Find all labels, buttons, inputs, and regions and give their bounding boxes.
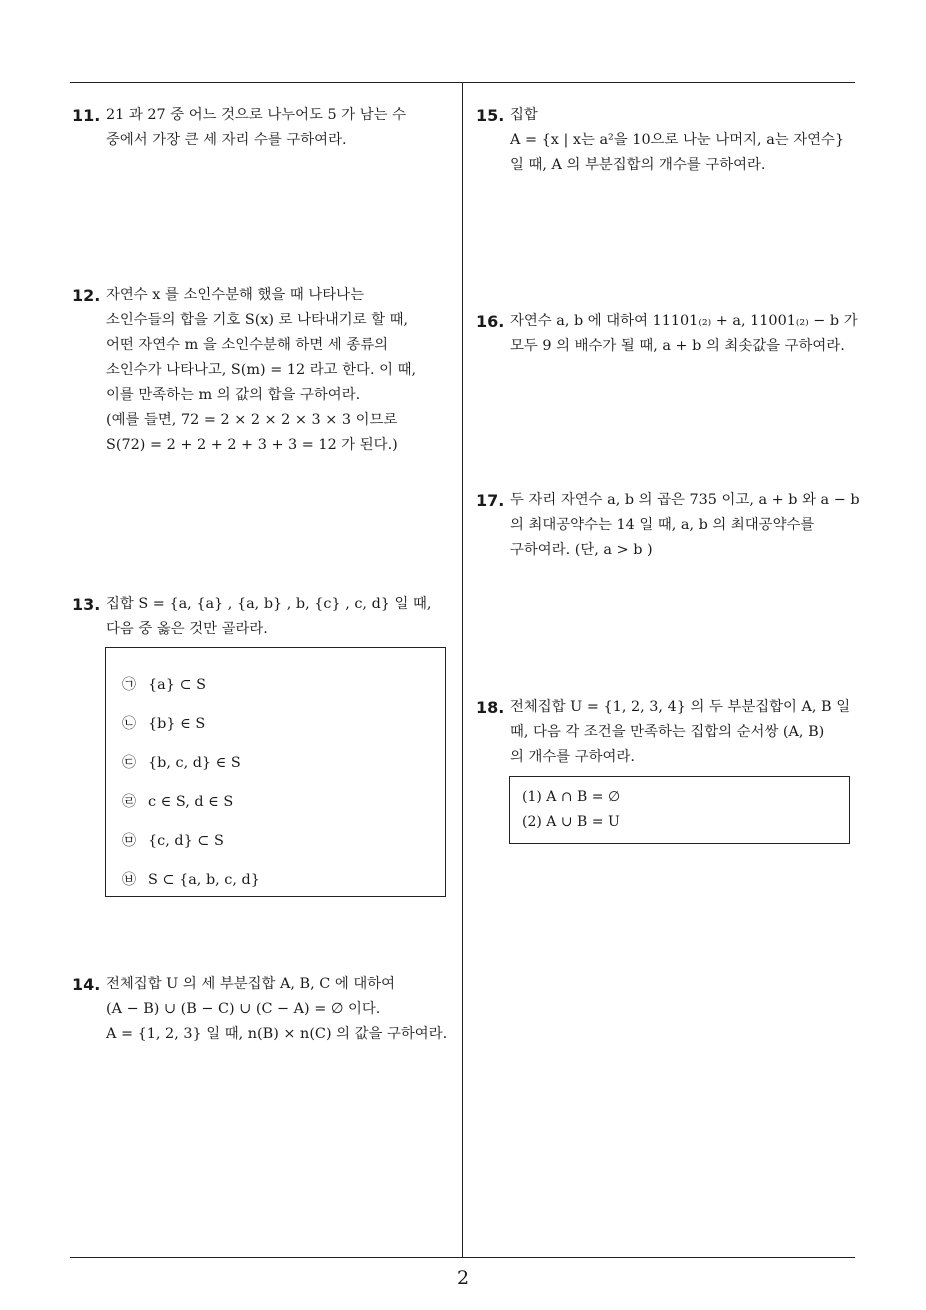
problem-line: 소인수가 나타나고, S(m) = 12 라고 한다. 이 때, [106, 362, 417, 378]
choices-box [105, 647, 446, 897]
condition-1: (1) A ∩ B = ∅ [522, 789, 621, 805]
problem-text [510, 695, 856, 770]
problem-line: 일 때, A 의 부분집합의 개수를 구하여라. [510, 157, 766, 173]
problem-number: 11. [72, 106, 101, 125]
problem-text [510, 103, 856, 178]
problem-line: 구하여라. (단, a > b ) [510, 542, 653, 558]
problem-text [106, 103, 452, 153]
page-number: 2 [456, 1267, 470, 1289]
choice-text: {a} ⊂ S [148, 677, 206, 693]
problem-13 [72, 592, 457, 642]
problem-number: 14. [72, 975, 101, 994]
problem-number: 16. [476, 312, 505, 331]
problem-line: 때, 다음 각 조건을 만족하는 집합의 순서쌍 (A, B) [510, 724, 825, 740]
column-divider [462, 82, 463, 1258]
problem-line: 전체집합 U = {1, 2, 3, 4} 의 두 부분집합이 A, B 일 [510, 699, 851, 715]
problem-line: 다음 중 옳은 것만 골라라. [106, 621, 268, 637]
choice-item [122, 869, 260, 889]
problem-14 [72, 972, 457, 1047]
problem-line: 이를 만족하는 m 의 값의 합을 구하여라. [106, 387, 361, 403]
choice-mark: ㉣ [122, 794, 136, 810]
problem-line: (예를 들면, 72 = 2 × 2 × 2 × 3 × 3 이므로 [106, 412, 398, 428]
problem-number: 12. [72, 286, 101, 305]
problem-number: 15. [476, 106, 505, 125]
choice-item [122, 791, 233, 811]
problem-15 [476, 103, 856, 178]
problem-line: A = {x | x는 a²을 10으로 나눈 나머지, a는 자연수} [510, 132, 845, 148]
problem-number: 17. [476, 491, 505, 510]
choice-text: c ∈ S, d ∈ S [148, 794, 234, 810]
choice-text: {c, d} ⊂ S [148, 833, 224, 849]
problem-line: 전체집합 U 의 세 부분집합 A, B, C 에 대하여 [106, 976, 396, 992]
choice-text: {b, c, d} ∈ S [148, 755, 241, 771]
problem-12 [72, 283, 457, 458]
condition-2: (2) A ∪ B = U [522, 814, 620, 830]
choice-text: S ⊂ {a, b, c, d} [148, 872, 260, 888]
problem-line: (A − B) ∪ (B − C) ∪ (C − A) = ∅ 이다. [106, 1001, 381, 1017]
choice-mark: ㉡ [122, 716, 136, 732]
problem-text [106, 972, 457, 1047]
problem-line: 소인수들의 합을 기호 S(x) 로 나타내기로 할 때, [106, 312, 409, 328]
problem-text [510, 309, 856, 359]
bottom-rule [70, 1257, 855, 1258]
choice-mark: ㉥ [122, 872, 136, 888]
problem-line: 집합 S = {a, {a} , {a, b} , b, {c} , c, d} 일 때, [106, 596, 432, 612]
problem-number: 18. [476, 698, 505, 717]
problem-text [106, 592, 457, 642]
problem-line: 의 개수를 구하여라. [510, 749, 635, 765]
problem-line: 두 자리 자연수 a, b 의 곱은 735 이고, a + b 와 a − b [510, 492, 860, 508]
choice-mark: ㉤ [122, 833, 136, 849]
conditions-box [509, 776, 850, 844]
choice-mark: ㉢ [122, 755, 136, 771]
problem-line: 모두 9 의 배수가 될 때, a + b 의 최솟값을 구하여라. [510, 338, 845, 354]
problem-18 [476, 695, 856, 770]
choice-item [122, 674, 206, 694]
problem-16 [476, 309, 856, 359]
problem-line: 자연수 x 를 소인수분해 했을 때 나타나는 [106, 287, 364, 303]
problem-line: 어떤 자연수 m 을 소인수분해 하면 세 종류의 [106, 337, 388, 353]
problem-line: 21 과 27 중 어느 것으로 나누어도 5 가 남는 수 [106, 107, 407, 123]
problem-line: S(72) = 2 + 2 + 2 + 3 + 3 = 12 가 된다.) [106, 437, 398, 453]
problem-line: 집합 [510, 107, 538, 123]
problem-line: 중에서 가장 큰 세 자리 수를 구하여라. [106, 132, 347, 148]
choice-text: {b} ∈ S [148, 716, 206, 732]
choice-item [122, 752, 241, 772]
problem-line: A = {1, 2, 3} 일 때, n(B) × n(C) 의 값을 구하여라. [106, 1026, 448, 1042]
problem-text [510, 488, 860, 563]
problem-number: 13. [72, 595, 101, 614]
problem-text [106, 283, 457, 458]
choice-mark: ㉠ [122, 677, 136, 693]
problem-line: 의 최대공약수는 14 일 때, a, b 의 최대공약수를 [510, 517, 815, 533]
problem-11 [72, 103, 452, 153]
problem-line: 자연수 a, b 에 대하여 11101₍₂₎ + a, 11001₍₂₎ − b 가 [510, 313, 858, 329]
problem-17 [476, 488, 860, 563]
choice-item [122, 830, 224, 850]
choice-item [122, 713, 205, 733]
